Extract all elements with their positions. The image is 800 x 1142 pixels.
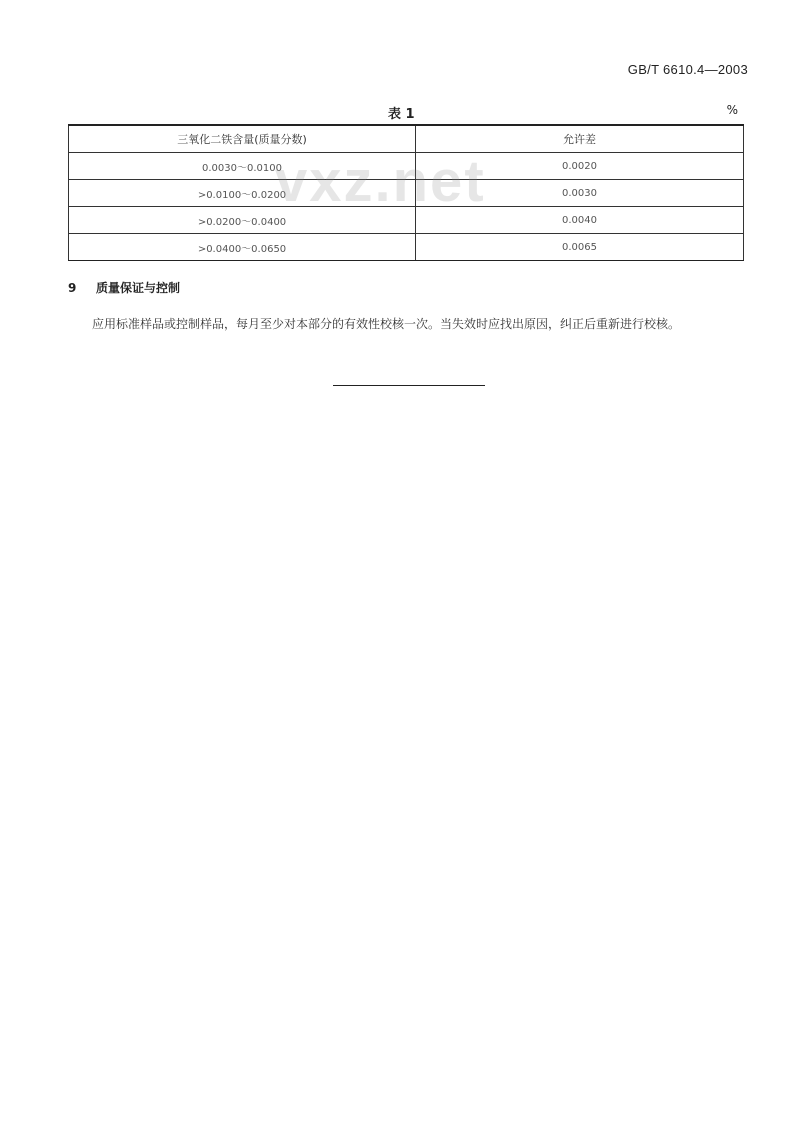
section-paragraph: 应用标准样品或控制样品，每月至少对本部分的有效性校核一次。当失效时应找出原因，纠正后重新进行校核。	[92, 317, 681, 331]
table-cell-tolerance: 0.0030	[416, 180, 744, 207]
table-row	[69, 234, 744, 261]
table-header-row	[69, 125, 744, 153]
table-row	[69, 207, 744, 234]
table-row	[69, 180, 744, 207]
table-row	[69, 153, 744, 180]
table-cell-content: >0.0100～0.0200	[69, 180, 416, 207]
table-cell-content: 0.0030～0.0100	[69, 153, 416, 180]
column-header-content: 三氧化二铁含量(质量分数)	[69, 125, 416, 153]
section-number: 9	[68, 281, 77, 295]
section-heading	[68, 279, 180, 296]
table-cell-tolerance: 0.0065	[416, 234, 744, 261]
end-of-document-line	[333, 385, 485, 386]
table-caption: 表 1	[388, 107, 415, 122]
table-unit: %	[726, 103, 738, 117]
table-cell-tolerance: 0.0040	[416, 207, 744, 234]
column-header-tolerance: 允许差	[416, 125, 744, 153]
table-cell-tolerance: 0.0020	[416, 153, 744, 180]
table-cell-content: >0.0200～0.0400	[69, 207, 416, 234]
standard-number: GB/T 6610.4—2003	[627, 62, 748, 77]
section-title: 质量保证与控制	[96, 281, 181, 295]
watermark: vxz.net	[275, 149, 486, 214]
tolerance-table	[68, 124, 744, 261]
table-cell-content: >0.0400～0.0650	[69, 234, 416, 261]
